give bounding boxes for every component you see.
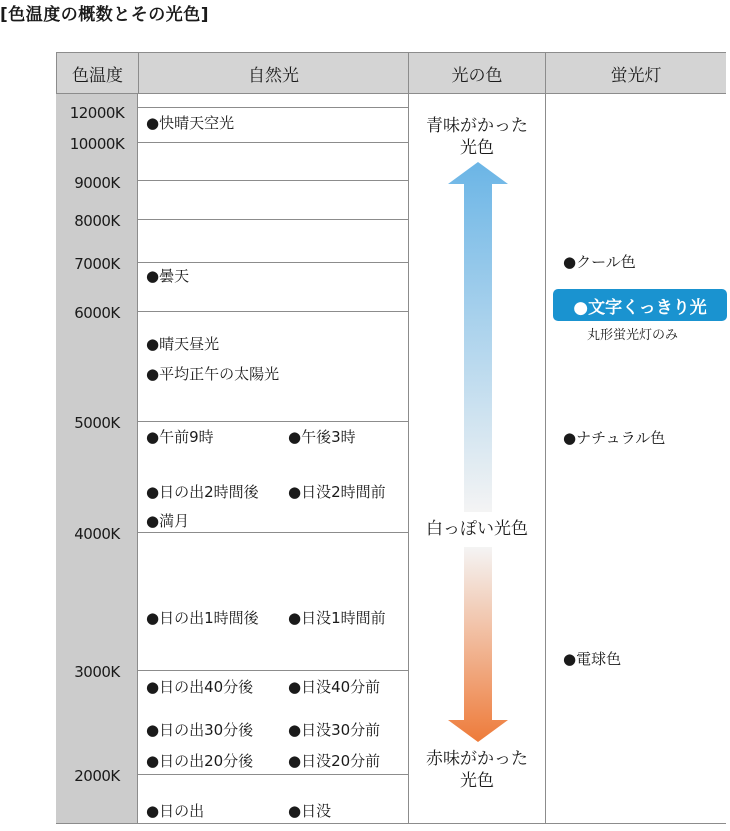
natural-light-item: ●日の出30分後 <box>146 721 254 739</box>
natural-light-item: ●日没1時間前 <box>288 609 386 627</box>
table-bottom-border <box>56 823 726 824</box>
fluorescent-bulb: ●電球色 <box>563 650 622 668</box>
natural-light-item: ●日の出1時間後 <box>146 609 259 627</box>
temp-label: 6000K <box>74 304 120 322</box>
temp-label: 12000K <box>69 104 125 122</box>
natural-light-item: ●日の出40分後 <box>146 678 254 696</box>
arrow-up-blue <box>448 162 508 512</box>
row-divider <box>138 180 408 181</box>
natural-light-item: ●日の出 <box>146 802 205 820</box>
row-divider <box>138 670 408 671</box>
natural-light-item: ●満月 <box>146 512 190 530</box>
natural-light-item: ●午後3時 <box>288 428 356 446</box>
natural-light-item: ●日没30分前 <box>288 721 381 739</box>
light-color-bottom-line2: 光色 <box>460 771 494 791</box>
temp-label: 3000K <box>74 663 120 681</box>
column-divider <box>408 94 409 824</box>
natural-light-item: ●平均正午の太陽光 <box>146 365 280 383</box>
light-color-bottom-label <box>409 748 545 792</box>
natural-light-item: ●日の出20分後 <box>146 752 254 770</box>
light-color-top-line2: 光色 <box>460 138 494 158</box>
light-color-top-label <box>409 115 545 159</box>
gradient-double-arrow <box>446 162 510 742</box>
fluorescent-cool: ●クール色 <box>563 253 636 271</box>
natural-light-item: ●日没20分前 <box>288 752 381 770</box>
temp-label: 4000K <box>74 525 120 543</box>
natural-light-item: ●日没 <box>288 802 332 820</box>
natural-light-item: ●快晴天空光 <box>146 114 235 132</box>
row-divider <box>138 262 408 263</box>
arrow-down-orange <box>448 547 508 742</box>
header-natural-light: 自然光 <box>139 52 409 94</box>
diagram-title: [色温度の概数とその光色] <box>0 5 210 25</box>
color-temperature-table <box>56 52 726 824</box>
row-divider <box>138 311 408 312</box>
row-divider <box>138 532 408 533</box>
temp-label: 7000K <box>74 255 120 273</box>
temp-label: 2000K <box>74 767 120 785</box>
temp-label: 5000K <box>74 414 120 432</box>
light-color-middle-label: 白っぽい光色 <box>409 518 545 540</box>
header-color-temp: 色温度 <box>56 52 139 94</box>
row-divider <box>138 107 408 108</box>
temperature-column <box>56 94 138 824</box>
header-fluorescent: 蛍光灯 <box>546 52 726 94</box>
light-color-top-line1: 青味がかった <box>426 116 528 136</box>
natural-light-item: ●日の出2時間後 <box>146 483 259 501</box>
natural-light-item: ●日没40分前 <box>288 678 381 696</box>
row-divider <box>138 774 408 775</box>
natural-light-item: ●日没2時間前 <box>288 483 386 501</box>
column-divider <box>545 94 546 824</box>
light-color-bottom-line1: 赤味がかった <box>426 749 528 769</box>
row-divider <box>138 219 408 220</box>
temp-label: 9000K <box>74 174 120 192</box>
natural-light-item: ●晴天昼光 <box>146 335 220 353</box>
fluorescent-natural: ●ナチュラル色 <box>563 429 666 447</box>
row-divider <box>138 421 408 422</box>
fluorescent-note: 丸形蛍光灯のみ <box>587 328 679 343</box>
temp-label: 8000K <box>74 212 120 230</box>
row-divider <box>138 142 408 143</box>
natural-light-item: ●午前9時 <box>146 428 214 446</box>
natural-light-item: ●曇天 <box>146 267 190 285</box>
header-light-color: 光の色 <box>409 52 546 94</box>
temp-label: 10000K <box>69 135 125 153</box>
fluorescent-mojikkiri-badge: ●文字くっきり光 <box>553 289 727 321</box>
